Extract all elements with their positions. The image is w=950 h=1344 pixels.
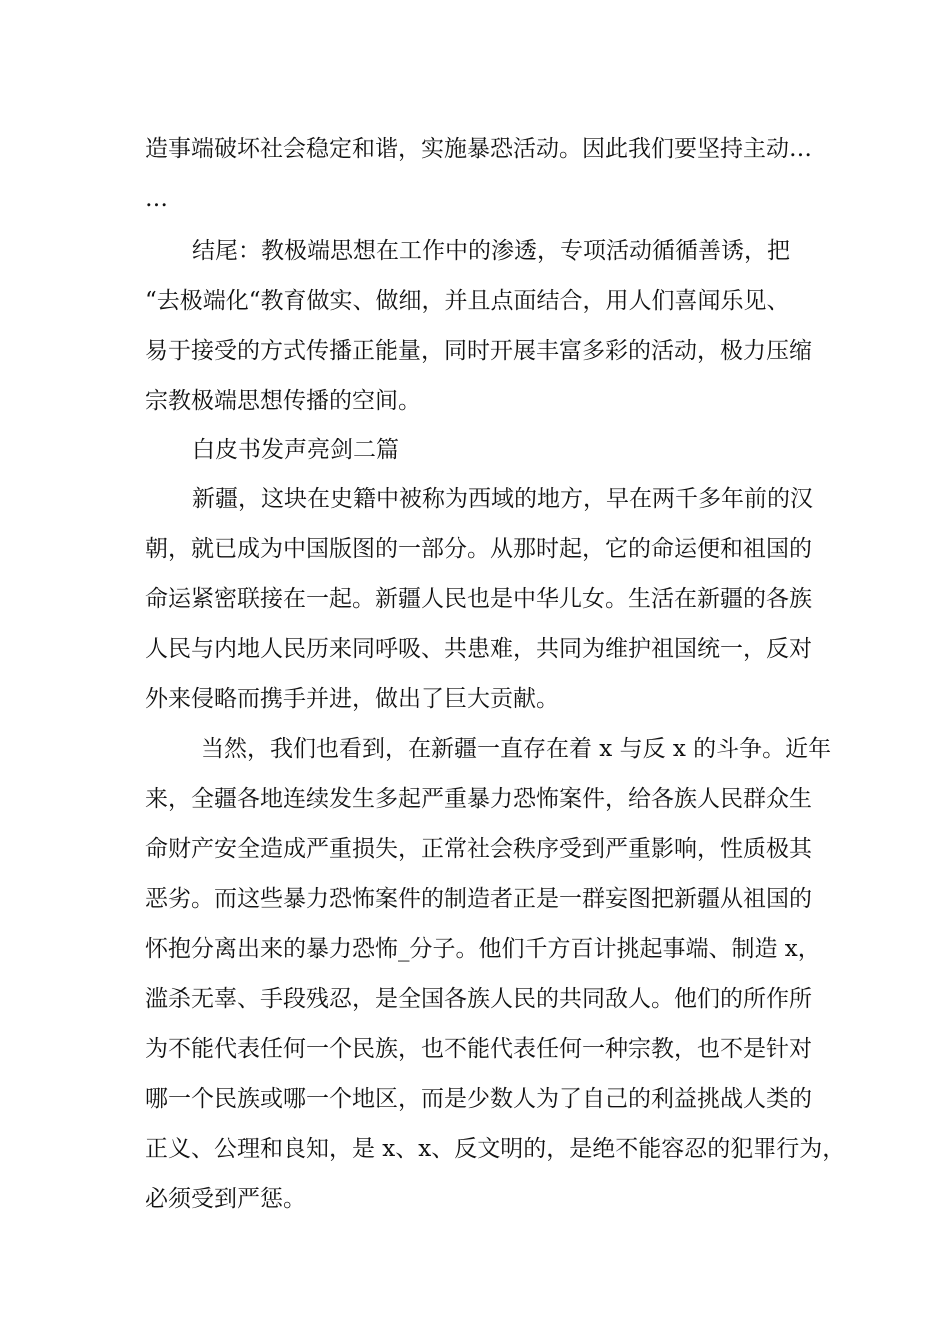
paragraph-line: 结尾：教极端思想在工作中的渗透，专项活动循循善诱，把	[192, 238, 790, 264]
paragraph-line: 正义、公理和良知，是 x、x、反文明的，是绝不能容忍的犯罪行为，	[145, 1136, 846, 1162]
paragraph-line: 当然，我们也看到，在新疆一直存在着 x 与反 x 的斗争。近年	[201, 736, 832, 762]
paragraph-line: 造事端破坏社会稳定和谐，实施暴恐活动。因此我们要坚持主动…	[145, 136, 812, 162]
paragraph-line: 外来侵略而携手并进，做出了巨大贡献。	[145, 686, 559, 712]
paragraph-line: 宗教极端思想传播的空间。	[145, 388, 421, 414]
section-heading: 白皮书发声亮剑二篇	[192, 437, 399, 463]
paragraph-line: 来，全疆各地连续发生多起严重暴力恐怖案件，给各族人民群众生	[145, 786, 812, 812]
paragraph-line: 人民与内地人民历来同呼吸、共患难，共同为维护祖国统一，反对	[145, 636, 812, 662]
paragraph-line: 滥杀无辜、手段残忍，是全国各族人民的共同敌人。他们的所作所	[145, 986, 812, 1012]
paragraph-line: 必须受到严惩。	[145, 1186, 306, 1212]
paragraph-line: …	[145, 186, 168, 212]
paragraph-line: 恶劣。而这些暴力恐怖案件的制造者正是一群妄图把新疆从祖国的	[145, 886, 812, 912]
paragraph-line: 哪一个民族或哪一个地区，而是少数人为了自己的利益挑战人类的	[145, 1086, 812, 1112]
paragraph-line: 命运紧密联接在一起。新疆人民也是中华儿女。生活在新疆的各族	[145, 586, 812, 612]
paragraph-line: “去极端化“教育做实、做细，并且点面结合，用人们喜闻乐见、	[145, 288, 790, 314]
paragraph-line: 易于接受的方式传播正能量，同时开展丰富多彩的活动，极力压缩	[145, 338, 812, 364]
paragraph-line: 怀抱分离出来的暴力恐怖_分子。他们千方百计挑起事端、制造 x，	[145, 936, 821, 962]
paragraph-line: 朝，就已成为中国版图的一部分。从那时起，它的命运便和祖国的	[145, 536, 812, 562]
paragraph-line: 命财产安全造成严重损失，正常社会秩序受到严重影响，性质极其	[145, 836, 812, 862]
paragraph-line: 为不能代表任何一个民族，也不能代表任何一种宗教，也不是针对	[145, 1036, 812, 1062]
paragraph-line: 新疆，这块在史籍中被称为西域的地方，早在两千多年前的汉	[192, 486, 813, 512]
